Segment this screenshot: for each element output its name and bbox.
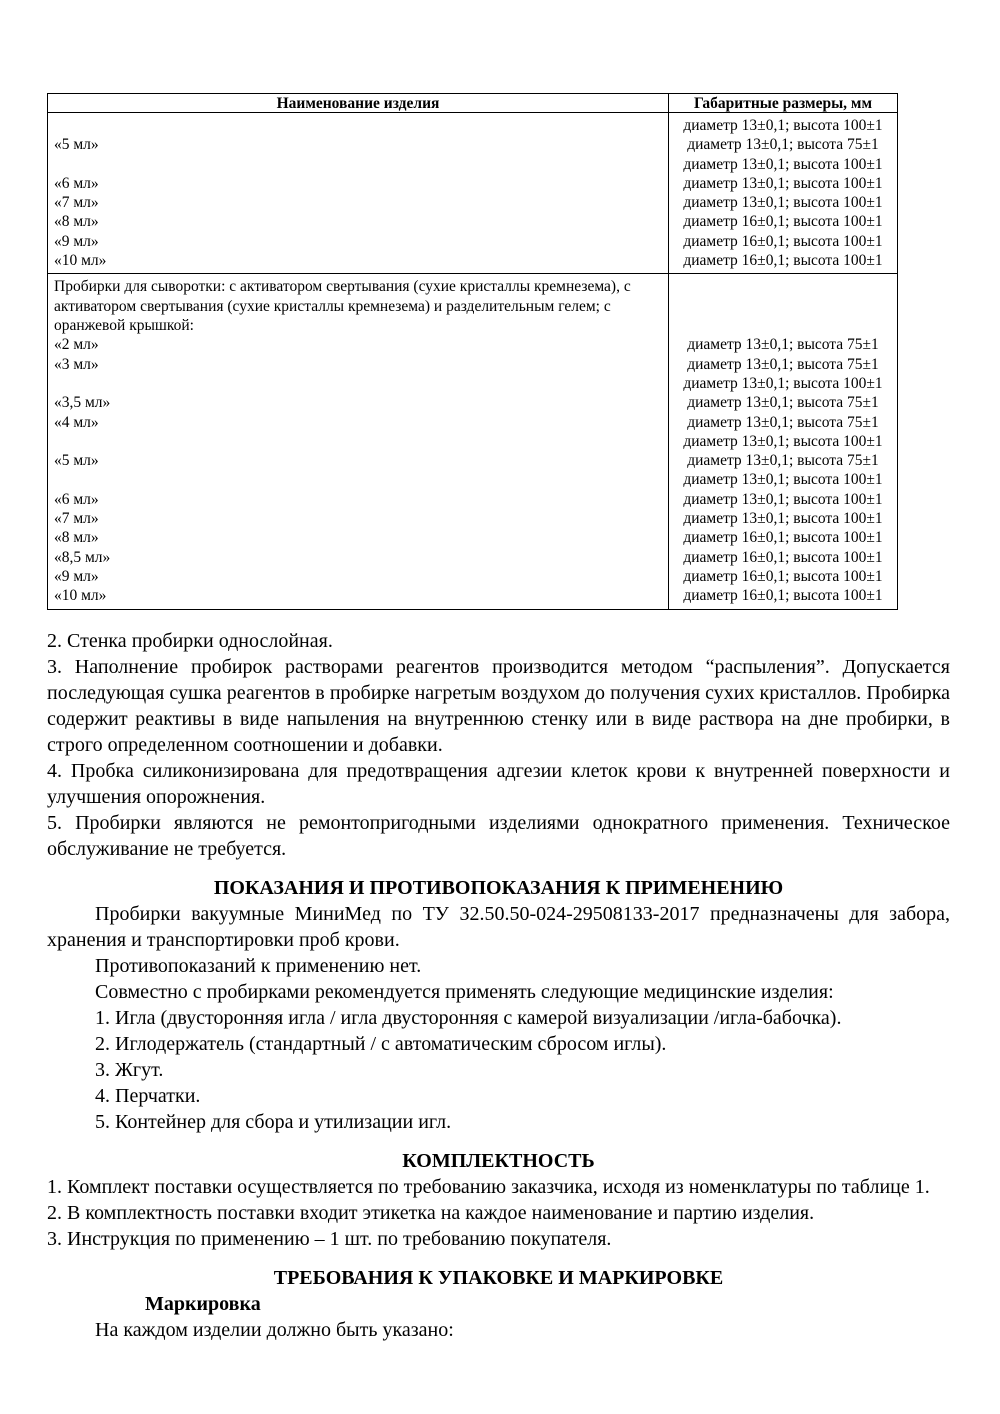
- indications-purpose: Пробирки вакуумные МиниМед по ТУ 32.50.50-024-29508133-2017 предназначены для забора, хранения и транспортировки проб крови.: [47, 902, 950, 951]
- dimension-value: диаметр 13±0,1; высота 100±1: [683, 490, 883, 508]
- list-item-gloves: 4. Перчатки.: [95, 1084, 201, 1107]
- dimensions-cell: [669, 113, 898, 274]
- dimension-value: диаметр 13±0,1; высота 75±1: [687, 394, 879, 412]
- product-name: «8 мл»: [54, 529, 99, 547]
- paragraph-stopper: 4. Пробка силиконизирована для предотвращения адгезии клеток крови к внутренней поверхности и улучшения опорожнения.: [47, 759, 950, 808]
- table-block-serum: [48, 274, 898, 609]
- document-body: [47, 628, 950, 1343]
- product-name: «5 мл»: [54, 452, 99, 470]
- product-names-cell: [48, 113, 669, 274]
- product-name: «6 мл»: [54, 174, 99, 192]
- serum-names-cell: [48, 274, 669, 609]
- completeness-item-label: 2. В комплектность поставки входит этикетка на каждое наименование и партию изделия.: [47, 1201, 815, 1224]
- product-name: «7 мл»: [54, 194, 99, 212]
- list-item-needle: 1. Игла (двусторонняя игла / игла двусторонняя с камерой визуализации /игла-бабочка).: [95, 1006, 842, 1029]
- product-name: «8 мл»: [54, 213, 99, 231]
- dimension-value: диаметр 13±0,1; высота 75±1: [687, 355, 879, 373]
- table-header-product-name: Наименование изделия: [48, 94, 669, 113]
- product-name: [48, 155, 668, 174]
- paragraph-single-use: 5. Пробирки являются не ремонтопригодными изделиями однократного применения. Техническое обслуживание не требуется.: [47, 811, 950, 860]
- section-heading-completeness: КОМПЛЕКТНОСТЬ: [402, 1149, 595, 1172]
- section-heading-packaging: ТРЕБОВАНИЯ К УПАКОВКЕ И МАРКИРОВКЕ: [273, 1266, 724, 1289]
- product-name: [48, 374, 668, 393]
- product-name: [48, 432, 668, 451]
- serum-intro-spacer: [669, 277, 897, 335]
- dimension-value: диаметр 13±0,1; высота 100±1: [683, 155, 883, 173]
- product-name: [48, 116, 668, 135]
- table-header-dimensions: Габаритные размеры, мм: [669, 94, 898, 113]
- paragraph-reagent-filling: 3. Наполнение пробирок растворами реагентов производится методом “распыления”. Допускается последующая сушка реагентов в пробирке нагретым воздухом до получения сухих кристаллов. Пробирка содержит реактивы в виде напыления на внутреннюю стенку или в виде раствора на дне пробирки, в строго определенном соотношении и добавки.: [47, 655, 950, 756]
- serum-dimensions-cell: [669, 274, 898, 609]
- dimension-value: диаметр 13±0,1; высота 100±1: [683, 432, 883, 450]
- product-name: [48, 470, 668, 489]
- product-name: «10 мл»: [54, 252, 107, 270]
- completeness-item-delivery: 1. Комплект поставки осуществляется по требованию заказчика, исходя из номенклатуры по таблице 1.: [47, 1175, 930, 1198]
- dimension-value: диаметр 13±0,1; высота 100±1: [683, 374, 883, 392]
- dimension-value: диаметр 13±0,1; высота 100±1: [683, 194, 883, 212]
- product-dimensions-table: [47, 93, 898, 610]
- subsection-heading-marking: Маркировка: [145, 1292, 261, 1315]
- dimension-value: диаметр 16±0,1; высота 100±1: [683, 567, 883, 585]
- dimension-value: диаметр 13±0,1; высота 100±1: [683, 174, 883, 192]
- serum-tubes-description: Пробирки для сыворотки: с активатором свертывания (сухие кристаллы кремнезема), с активатором свертывания (сухие кристаллы кремнезема) и разделительным гелем; с оранжевой крышкой:: [54, 278, 631, 334]
- recommended-devices-list: [95, 1005, 950, 1135]
- list-item-container: 5. Контейнер для сбора и утилизации игл.: [95, 1110, 452, 1133]
- product-name: «9 мл»: [54, 567, 99, 585]
- list-item-holder: 2. Иглодержатель (стандартный / с автоматическим сбросом иглы).: [95, 1032, 667, 1055]
- indications-recommended-intro: Совместно с пробирками рекомендуется применять следующие медицинские изделия:: [95, 980, 834, 1003]
- product-name: «3,5 мл»: [54, 394, 111, 412]
- table-header-row: [48, 94, 898, 113]
- product-name: «9 мл»: [54, 232, 99, 250]
- completeness-item-instruction: 3. Инструкция по применению – 1 шт. по требованию покупателя.: [47, 1227, 612, 1250]
- product-name: «8,5 мл»: [54, 548, 111, 566]
- dimension-value: диаметр 13±0,1; высота 100±1: [683, 471, 883, 489]
- product-name: «2 мл»: [54, 336, 99, 354]
- indications-contraindications: Противопоказаний к применению нет.: [95, 954, 422, 977]
- dimension-value: диаметр 13±0,1; высота 75±1: [687, 136, 879, 154]
- table-block-volumes: [48, 113, 898, 274]
- paragraph-tube-wall: 2. Стенка пробирки однослойная.: [47, 629, 333, 652]
- dimension-value: диаметр 16±0,1; высота 100±1: [683, 252, 883, 270]
- dimension-value: диаметр 16±0,1; высота 100±1: [683, 548, 883, 566]
- dimension-value: диаметр 16±0,1; высота 100±1: [683, 232, 883, 250]
- product-name: «6 мл»: [54, 490, 99, 508]
- product-name: «7 мл»: [54, 510, 99, 528]
- dimension-value: диаметр 13±0,1; высота 75±1: [687, 336, 879, 354]
- product-name: «4 мл»: [54, 413, 99, 431]
- section-heading-indications: ПОКАЗАНИЯ И ПРОТИВОПОКАЗАНИЯ К ПРИМЕНЕНИЮ: [213, 876, 784, 899]
- dimension-value: диаметр 16±0,1; высота 100±1: [683, 587, 883, 605]
- dimension-value: диаметр 16±0,1; высота 100±1: [683, 529, 883, 547]
- dimension-value: диаметр 13±0,1; высота 100±1: [683, 510, 883, 528]
- marking-intro: На каждом изделии должно быть указано:: [95, 1318, 454, 1341]
- dimension-value: диаметр 13±0,1; высота 75±1: [687, 413, 879, 431]
- dimension-value: диаметр 13±0,1; высота 75±1: [687, 452, 879, 470]
- list-item-tourniquet: 3. Жгут.: [95, 1058, 164, 1081]
- dimension-value: диаметр 13±0,1; высота 100±1: [683, 117, 883, 134]
- product-name: «3 мл»: [54, 355, 99, 373]
- product-name: «10 мл»: [54, 587, 107, 605]
- product-name: «5 мл»: [54, 136, 99, 154]
- dimension-value: диаметр 16±0,1; высота 100±1: [683, 213, 883, 231]
